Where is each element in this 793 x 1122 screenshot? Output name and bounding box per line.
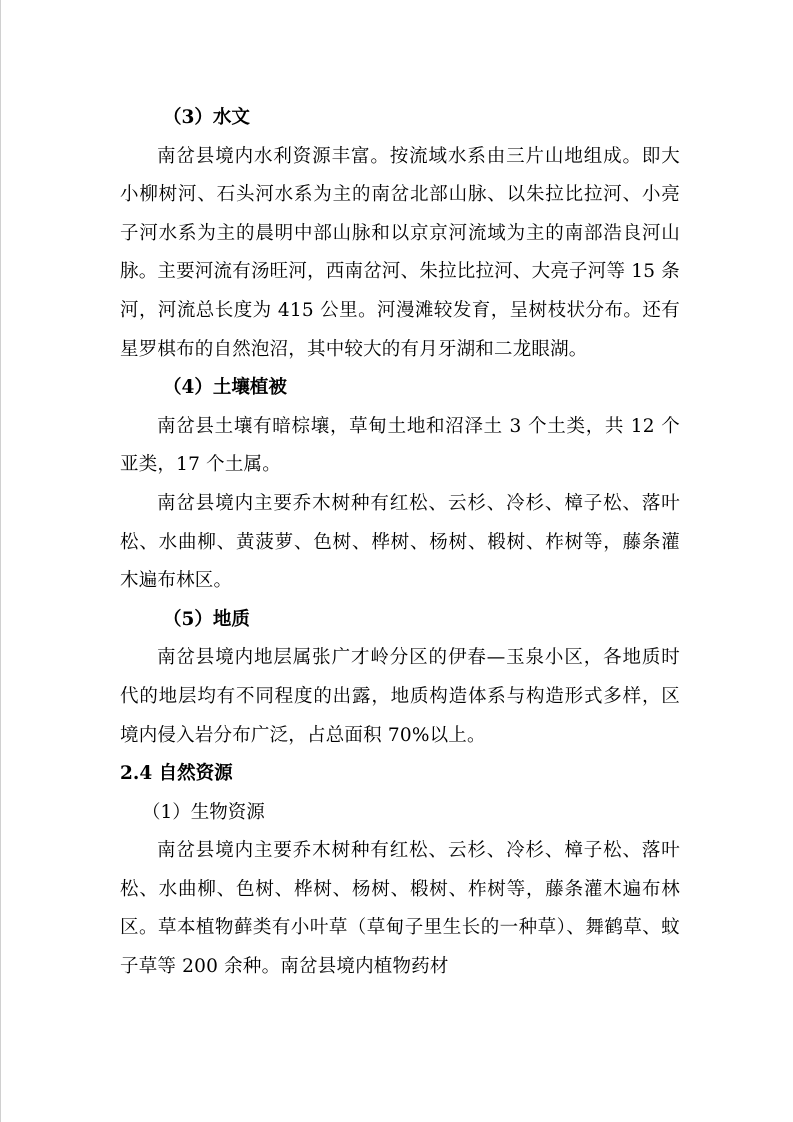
subheading-biological-resources: （1）生物资源 bbox=[142, 801, 265, 823]
heading-hydrology: （3）水文 bbox=[163, 107, 250, 128]
document-body bbox=[120, 99, 680, 987]
paragraph-geology: 南岔县境内地层属张广才岭分区的伊春—玉泉小区，各地质时代的地层均有不同程度的出露，地质构造体系与构造形式多样，区境内侵入岩分布广泛，占总面积 70%以上。 bbox=[120, 647, 680, 746]
paragraph-hydrology: 南岔县境内水利资源丰富。按流域水系由三片山地组成。即大小柳树河、石头河水系为主的南岔北部山脉、以朱拉比拉河、小亮子河水系为主的晨明中部山脉和以京京河流域为主的南部浩良河山脉。主要河流有汤旺河，西南岔河、朱拉比拉河、大亮子河等 15 条河，河流总长度为 415 公里。河漫滩较发育，呈树枝状分布。还有星罗棋布的自然泡沼，其中较大的有月牙湖和二龙眼湖。 bbox=[120, 145, 680, 360]
section-title-natural-resources: 2.4 自然资源 bbox=[120, 763, 233, 785]
paragraph-soil: 南岔县土壤有暗棕壤，草甸土地和沼泽土 3 个土类，共 12 个亚类，17 个土属。 bbox=[120, 415, 680, 476]
heading-geology: （5）地质 bbox=[163, 608, 250, 630]
paragraph-vegetation: 南岔县境内主要乔木树种有红松、云杉、冷杉、樟子松、落叶松、水曲柳、黄菠萝、色树、桦树、杨树、椴树、柞树等，藤条灌木遍布林区。 bbox=[120, 492, 680, 592]
paragraph-biological-resources: 南岔县境内主要乔木树种有红松、云杉、冷杉、樟子松、落叶松、水曲柳、色树、桦树、杨树、椴树、柞树等，藤条灌木遍布林区。草本植物藓类有小叶草（草甸子里生长的一种草）、舞鹤草、蚊子草等 200 余种。南岔县境内植物药材 bbox=[120, 840, 680, 978]
heading-soil-vegetation: （4）土壤植被 bbox=[163, 377, 287, 399]
